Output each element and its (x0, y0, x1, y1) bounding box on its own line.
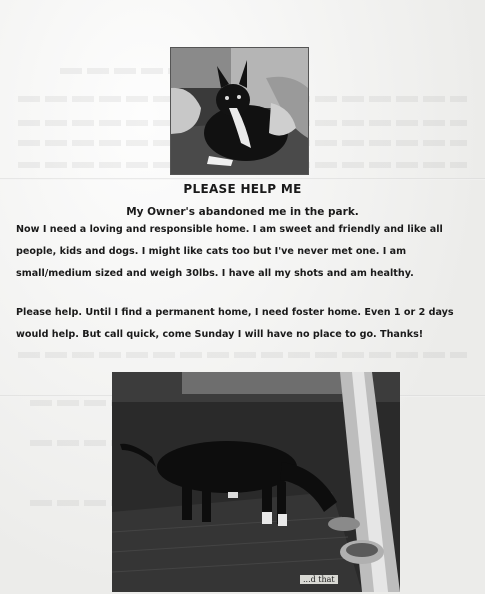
flyer-paragraph-2: Please help. Until I find a permanent home, I need foster home. Even 1 or 2 days would help. But call quick, come Sunday I will have no place to go. Thanks! (16, 307, 454, 340)
bleed-through-line (18, 352, 467, 358)
flyer-paragraph-1: Now I need a loving and responsible home. I am sweet and friendly and like all people, kids and dogs. I might like cats too but I've never met one. I am small/medium sized and weigh 30lbs. I have all my shots and am healthy. (16, 224, 443, 279)
bleed-through-line (60, 68, 185, 74)
flyer-title: PLEASE HELP ME (183, 182, 302, 196)
bottom-photo-caption: ...d that (300, 575, 338, 584)
flyer-subtitle: My Owner's abandoned me in the park. (126, 206, 359, 218)
paper-fold (0, 178, 485, 180)
dog-photo-bottom (112, 372, 400, 592)
dog-photo-top (170, 47, 309, 175)
